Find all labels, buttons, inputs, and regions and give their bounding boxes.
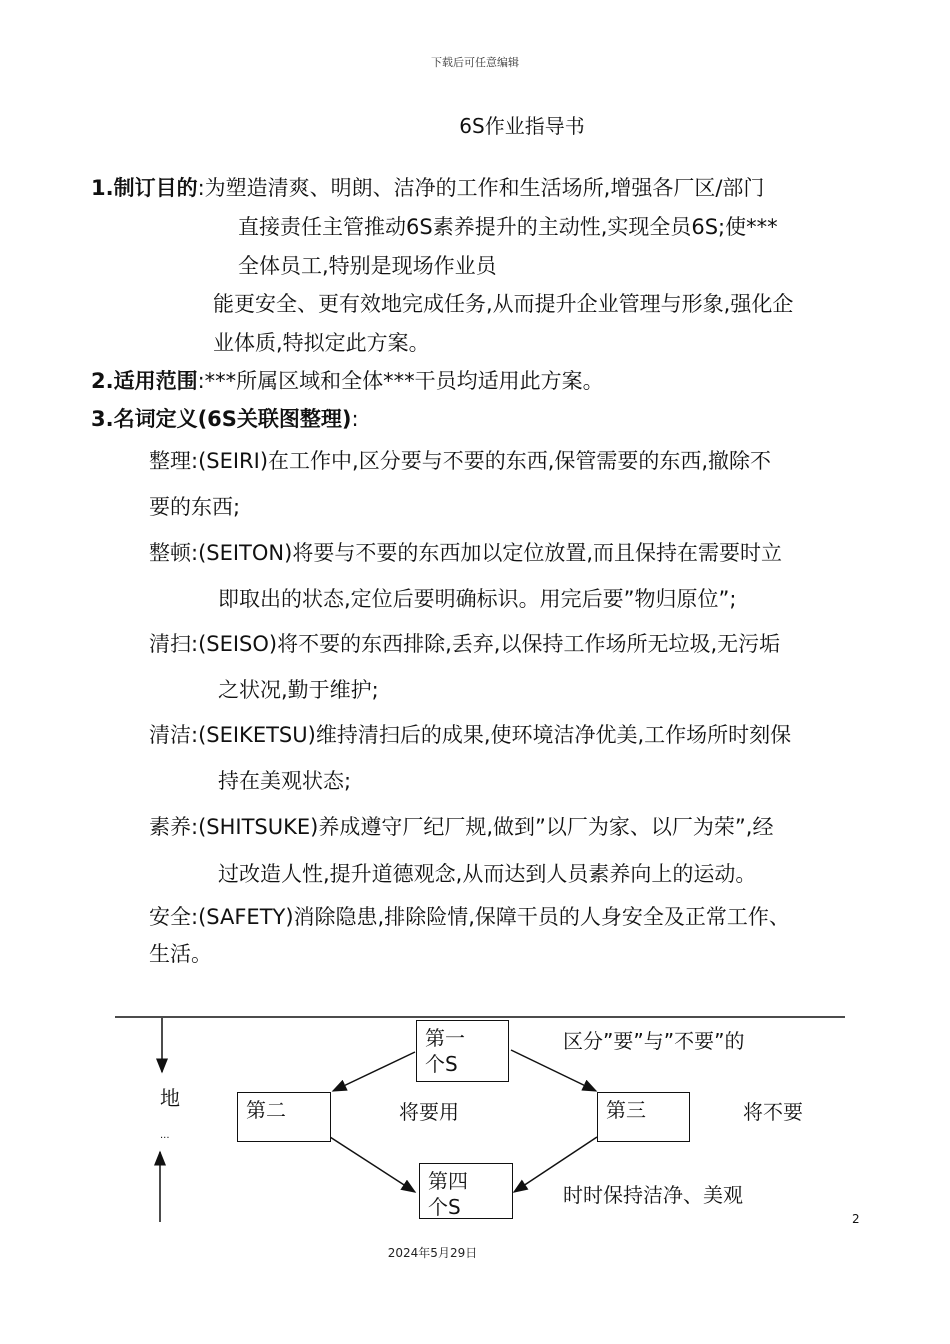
section3-colon: : [351, 407, 359, 431]
seiri-line1: 整理:(SEIRI)在工作中,区分要与不要的东西,保管需要的东西,撤除不 [149, 449, 772, 473]
safety-line2: 生活。 [149, 942, 212, 966]
box-first-s [416, 1020, 509, 1082]
box-second-s [237, 1092, 331, 1142]
page-header: 下载后可任意编辑 [431, 56, 519, 69]
section2-text: :***所属区域和全体***干员均适用此方案。 [197, 369, 604, 393]
seiton-line1: 整顿:(SEITON)将要与不要的东西加以定位放置,而且保持在需要时立 [149, 541, 782, 565]
section1-text-line2: 直接责任主管推动6S素养提升的主动性,实现全员6S;使*** [238, 215, 778, 239]
diagram-text-mid-left: 将要用 [399, 1100, 459, 1124]
safety-line1: 安全:(SAFETY)消除隐患,排除险情,保障干员的人身安全及正常工作、 [149, 905, 790, 929]
box-fourth-s-sub: 个S [428, 1195, 461, 1219]
section1-text-line5: 业体质,特拟定此方案。 [213, 331, 430, 355]
seiketsu-line2: 持在美观状态; [218, 769, 352, 793]
section1-text-line4: 能更安全、更有效地完成任务,从而提升企业管理与形象,强化企 [213, 292, 794, 316]
shitsuke-line1: 素养:(SHITSUKE)养成遵守厂纪厂规,做到”以厂为家、以厂为荣”,经 [149, 815, 774, 839]
section2-heading: 2.适用范围 [91, 369, 198, 393]
document-title: 6S作业指导书 [459, 114, 585, 138]
seiso-line1: 清扫:(SEISO)将不要的东西排除,丢弃,以保持工作场所无垃圾,无污垢 [149, 632, 781, 656]
diagram-side-top: 地 [160, 1086, 180, 1110]
box-first-s-sub: 个S [425, 1052, 458, 1076]
seiketsu-line1: 清洁:(SEIKETSU)维持清扫后的成果,使环境洁净优美,工作场所时刻保 [149, 723, 792, 747]
section1-text-line3: 全体员工,特别是现场作业员 [238, 254, 497, 278]
box-fourth-s-label: 第四 [428, 1169, 468, 1193]
section1-heading: 1.制订目的 [91, 176, 198, 200]
box-first-s-label: 第一 [425, 1026, 465, 1050]
box-third-s [597, 1092, 690, 1142]
diagram-text-bottom: 时时保持洁净、美观 [563, 1183, 743, 1207]
footer-date: 2024年5月29日 [387, 1246, 478, 1260]
seiton-line2: 即取出的状态,定位后要明确标识。用完后要”物归原位”; [218, 587, 737, 611]
seiri-line2: 要的东西; [149, 495, 241, 519]
section1-text-line1: :为塑造清爽、明朗、洁净的工作和生活场所,增强各厂区/部门 [197, 176, 765, 200]
seiso-line2: 之状况,勤于维护; [218, 678, 379, 702]
diagram-text-top: 区分”要”与”不要”的 [563, 1029, 745, 1053]
box-third-s-label: 第三 [606, 1098, 646, 1122]
shitsuke-line2: 过改造人性,提升道德观念,从而达到人员素养向上的运动。 [218, 862, 757, 886]
diagram-side-bottom: ... [160, 1130, 170, 1141]
arrow-second-to-fourth [330, 1137, 415, 1192]
page-number: 2 [852, 1212, 860, 1226]
section3-heading: 3.名词定义(6S关联图整理) [91, 407, 352, 431]
box-second-s-label: 第二 [246, 1098, 286, 1122]
diagram-text-mid-right: 将不要 [743, 1100, 803, 1124]
box-fourth-s [419, 1163, 513, 1219]
arrow-first-to-third [511, 1050, 596, 1091]
arrow-first-to-second [333, 1052, 415, 1091]
